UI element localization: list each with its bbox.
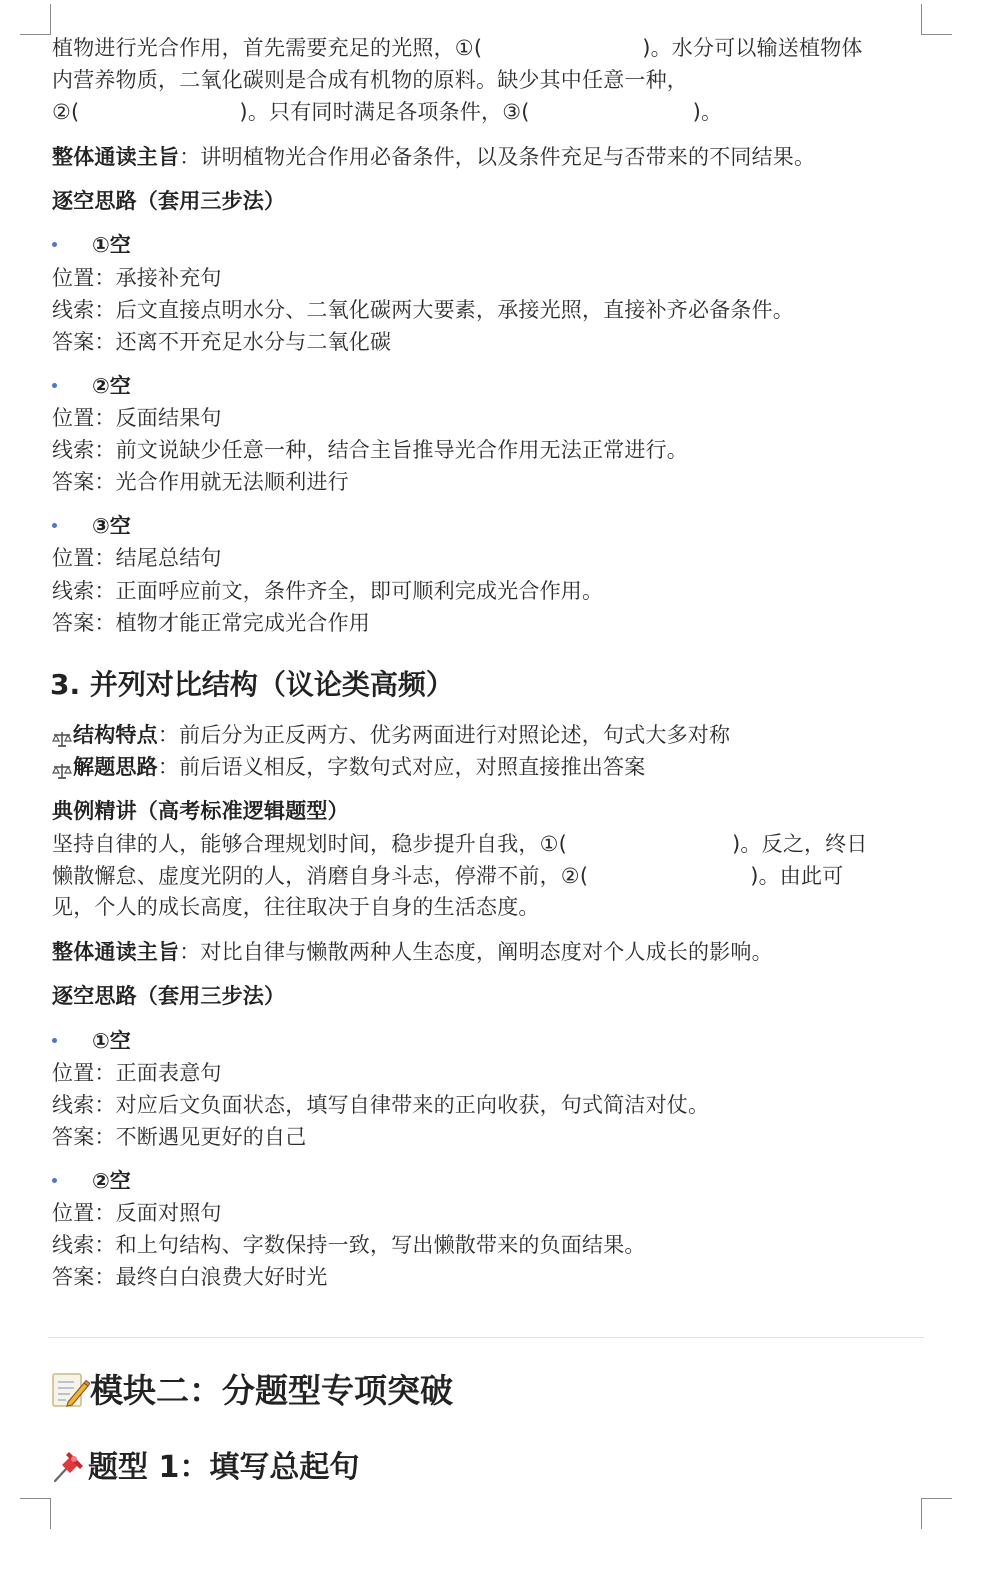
item-answer: 答案：最终白白浪费大好时光 bbox=[52, 1265, 328, 1289]
feature-text: ：前后分为正反两方、优劣两面进行对照论述，句式大多对称 bbox=[157, 723, 731, 747]
feature-label: 结构特点 bbox=[73, 723, 158, 747]
structure-feature bbox=[52, 719, 730, 751]
passage-line bbox=[52, 828, 868, 860]
item-title: ③空 bbox=[92, 514, 131, 538]
item-position: 位置：承接补充句 bbox=[52, 266, 222, 290]
passage-line bbox=[52, 860, 843, 892]
bullet-dot bbox=[52, 1038, 57, 1043]
bullet-dot bbox=[52, 523, 57, 528]
example-heading: 典例精讲（高考标准逻辑题型） bbox=[52, 799, 349, 823]
item-answer: 答案：植物才能正常完成光合作用 bbox=[52, 611, 370, 635]
item-title: ②空 bbox=[92, 374, 131, 398]
module-title: 模块二：分题型专项突破 bbox=[90, 1371, 453, 1410]
theme-label: 整体通读主旨 bbox=[52, 940, 180, 964]
passage-line: 内营养物质，二氧化碳则是合成有机物的原料。缺少其中任意一种， bbox=[52, 68, 688, 92]
module-heading bbox=[50, 1368, 453, 1414]
solving-approach bbox=[52, 751, 645, 783]
theme-text: ：对比自律与懒散两种人生态度，阐明态度对个人成长的影响。 bbox=[179, 940, 773, 964]
item-title: ②空 bbox=[92, 1169, 131, 1193]
item-position: 位置：正面表意句 bbox=[52, 1061, 222, 1085]
item-title: ①空 bbox=[92, 233, 131, 257]
pushpin-icon bbox=[50, 1447, 88, 1485]
passage-text: )。只有同时满足各项条件，③( bbox=[239, 100, 530, 124]
passage-text: 植物进行光合作用，首先需要充足的光照，①( bbox=[52, 36, 483, 60]
item-clue: 线索：后文直接点明水分、二氧化碳两大要素，承接光照，直接补齐必备条件。 bbox=[52, 298, 794, 322]
passage-text: )。水分可以输送植物体 bbox=[642, 36, 863, 60]
passage-text: ②( bbox=[52, 100, 80, 124]
item-clue: 线索：正面呼应前文，条件齐全，即可顺利完成光合作用。 bbox=[52, 579, 604, 603]
item-position: 位置：反面结果句 bbox=[52, 406, 222, 430]
section-heading: 3. 并列对比结构（议论类高频） bbox=[50, 668, 454, 701]
memo-icon bbox=[50, 1371, 90, 1409]
item-answer: 答案：不断遇见更好的自己 bbox=[52, 1125, 307, 1149]
item-title: ①空 bbox=[92, 1029, 131, 1053]
passage-line bbox=[52, 32, 863, 64]
item-clue: 线索：和上句结构、字数保持一致，写出懒散带来的负面结果。 bbox=[52, 1233, 646, 1257]
item-clue: 线索：前文说缺少任意一种，结合主旨推导光合作用无法正常进行。 bbox=[52, 438, 688, 462]
passage-text: 懒散懈怠、虚度光阴的人，消磨自身斗志，停滞不前，②( bbox=[52, 864, 589, 888]
page-corner-mark bbox=[921, 4, 952, 35]
item-clue: 线索：对应后文负面状态，填写自律带来的正向收获，句式简洁对仗。 bbox=[52, 1093, 710, 1117]
passage-text: )。反之，终日 bbox=[732, 832, 868, 856]
method-heading: 逐空思路（套用三步法） bbox=[52, 189, 286, 213]
section-divider bbox=[48, 1337, 924, 1338]
bullet-dot bbox=[52, 383, 57, 388]
passage-line bbox=[52, 96, 722, 128]
method-heading: 逐空思路（套用三步法） bbox=[52, 984, 286, 1008]
page-corner-mark bbox=[20, 4, 51, 35]
item-position: 位置：反面对照句 bbox=[52, 1201, 222, 1225]
type-title: 题型 1：填写总起句 bbox=[88, 1450, 360, 1485]
theme-text: ：讲明植物光合作用必备条件，以及条件充足与否带来的不同结果。 bbox=[179, 145, 816, 169]
passage-text: 坚持自律的人，能够合理规划时间，稳步提升自我，①( bbox=[52, 832, 568, 856]
scale-icon bbox=[52, 757, 72, 775]
scale-icon bbox=[52, 725, 72, 743]
passage-text: )。由此可 bbox=[750, 864, 844, 888]
type-heading bbox=[50, 1446, 359, 1490]
passage-text: )。 bbox=[692, 100, 723, 124]
passage-line: 见，个人的成长高度，往往取决于自身的生活态度。 bbox=[52, 895, 540, 919]
approach-label: 解题思路 bbox=[73, 755, 158, 779]
approach-text: ：前后语义相反，字数句式对应，对照直接推出答案 bbox=[157, 755, 646, 779]
theme-label: 整体通读主旨 bbox=[52, 145, 180, 169]
theme-summary bbox=[52, 141, 815, 173]
item-answer: 答案：还离不开充足水分与二氧化碳 bbox=[52, 330, 392, 354]
item-position: 位置：结尾总结句 bbox=[52, 546, 222, 570]
page-corner-mark bbox=[20, 1498, 51, 1529]
page-corner-mark bbox=[921, 1498, 952, 1529]
theme-summary bbox=[52, 936, 773, 968]
item-answer: 答案：光合作用就无法顺利进行 bbox=[52, 470, 349, 494]
bullet-dot bbox=[52, 1178, 57, 1183]
bullet-dot bbox=[52, 242, 57, 247]
